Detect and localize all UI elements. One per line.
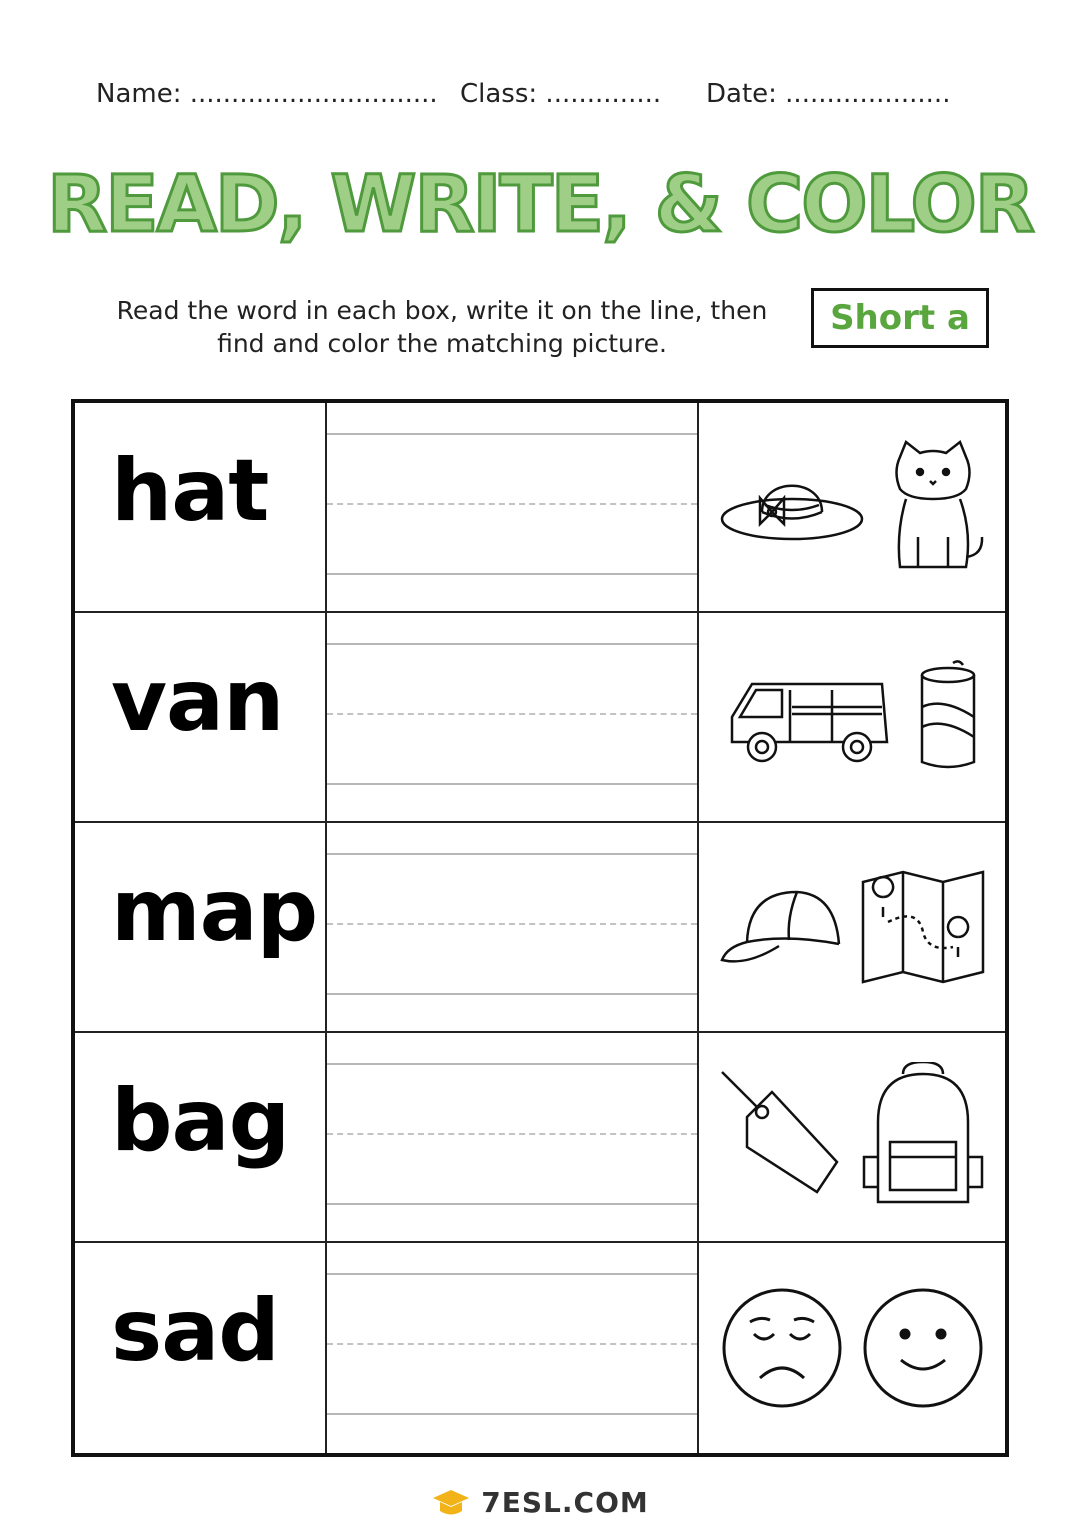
writing-lines[interactable] [327,823,699,1033]
brand-logo-text: 7ESL.COM [481,1486,649,1519]
word-van: van [111,651,284,751]
sad-face-icon[interactable] [720,1286,844,1410]
word-hat: hat [111,441,269,541]
word-bag: bag [111,1071,290,1171]
name-field[interactable]: Name: .............................. [96,79,438,109]
date-field[interactable]: Date: .................... [706,79,951,109]
student-info-row [96,74,956,114]
cat-icon[interactable] [878,437,988,577]
footer [0,1486,1080,1519]
cap-icon[interactable] [717,882,847,972]
hat-icon[interactable] [717,457,867,557]
instructions [92,294,792,360]
writing-lines[interactable] [327,1033,699,1243]
picture-cell [699,1243,1005,1453]
topic-badge: Short a [811,288,989,348]
word-cell [75,1243,327,1453]
graduation-cap-icon [431,1487,471,1519]
writing-lines[interactable] [327,403,699,613]
tag-icon[interactable] [717,1067,847,1207]
word-cell [75,1033,327,1243]
map-icon[interactable] [858,867,988,987]
picture-cell [699,1033,1005,1243]
word-cell [75,613,327,823]
instructions-line-2: find and color the matching picture. [217,329,667,358]
happy-face-icon[interactable] [861,1286,985,1410]
class-field[interactable]: Class: .............. [460,79,662,109]
picture-cell [699,823,1005,1033]
worksheet-grid [71,399,1009,1457]
writing-lines[interactable] [327,1243,699,1453]
picture-cell [699,613,1005,823]
word-map: map [111,861,318,961]
worksheet-title: READ, WRITE, & COLOR [47,160,1033,250]
writing-lines[interactable] [327,613,699,823]
can-icon[interactable] [913,657,983,777]
word-cell [75,823,327,1033]
word-sad: sad [111,1281,279,1381]
instructions-line-1: Read the word in each box, write it on the line, then [116,296,768,325]
backpack-icon[interactable] [858,1062,988,1212]
van-icon[interactable] [722,662,892,772]
picture-cell [699,403,1005,613]
word-cell [75,403,327,613]
